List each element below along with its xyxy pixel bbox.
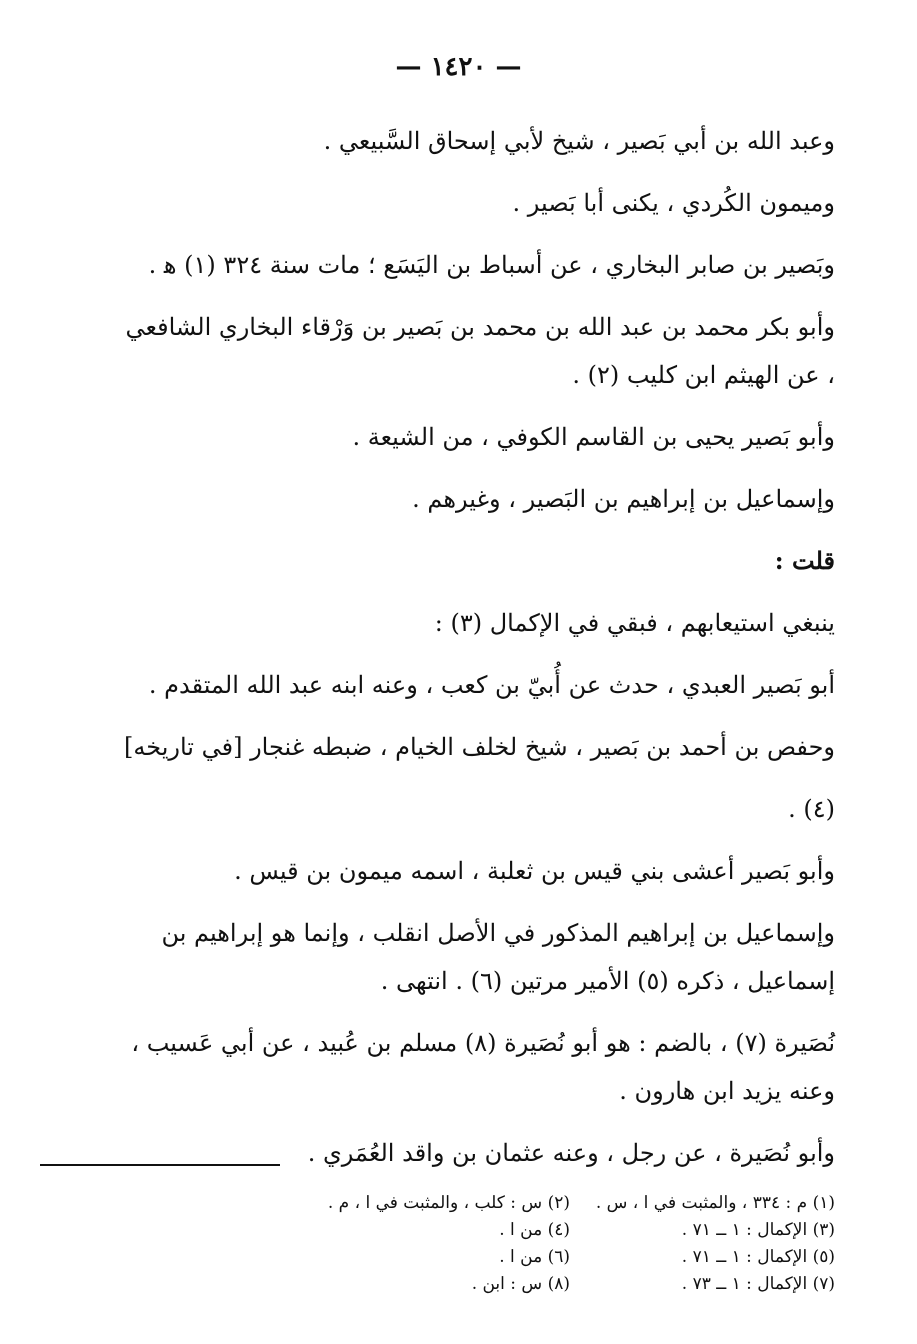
- footnote-divider: [40, 1164, 280, 1166]
- footnote-row: [115, 1217, 835, 1244]
- paragraph: نُصَيرة (٧) ، بالضم : هو أبو نُصَيرة (٨) مسلم بن عُبيد ، عن أبي عَسيب ، وعنه يزيد ابن هارون .: [131, 1029, 835, 1105]
- footnote-row: [115, 1190, 835, 1217]
- paragraph: وحفص بن أحمد بن بَصير ، شيخ لخلف الخيام ، ضبطه غنجار [في تاريخه] (٤) .: [124, 733, 835, 823]
- paragraph: وأبو بَصير أعشى بني قيس بن ثعلبة ، اسمه ميمون بن قيس .: [234, 857, 835, 885]
- paragraph: وعبد الله بن أبي بَصير ، شيخ لأبي إسحاق السَّبيعي .: [323, 127, 835, 155]
- paragraph: أبو بَصير العبدي ، حدث عن أُبيّ بن كعب ، وعنه ابنه عبد الله المتقدم .: [148, 671, 835, 699]
- footnote: (٨) س : ابن .: [471, 1274, 570, 1294]
- paragraph: وبَصير بن صابر البخاري ، عن أسباط بن اليَسَع ؛ مات سنة ٣٢٤ (١) ﻫ .: [148, 251, 835, 279]
- footnote-row: [115, 1271, 835, 1298]
- footnote: (٦) من ا .: [499, 1247, 570, 1267]
- footnote: (١) م : ٣٣٤ ، والمثبت في ا ، س .: [595, 1193, 835, 1213]
- paragraph: وإسماعيل بن إبراهيم بن البَصير ، وغيرهم .: [412, 485, 835, 513]
- body-text: [115, 110, 835, 1184]
- footnote-row: [115, 1244, 835, 1271]
- page-number: — ١٤٢٠ —: [395, 52, 522, 82]
- paragraph: وميمون الكُردي ، يكنى أبا بَصير .: [512, 189, 835, 217]
- footnotes: [115, 1190, 835, 1298]
- footnote: (٤) من ا .: [499, 1220, 570, 1240]
- footnote: (٢) س : كلب ، والمثبت في ا ، م .: [327, 1193, 570, 1213]
- footnote: (٧) الإكمال : ١ ــ ٧٣ .: [681, 1274, 835, 1294]
- paragraph: وإسماعيل بن إبراهيم المذكور في الأصل انقلب ، وإنما هو إبراهيم بن إسماعيل ، ذكره (٥) الأمير مرتين (٦) . انتهى .: [161, 919, 835, 995]
- paragraph: وأبو بكر محمد بن عبد الله بن محمد بن بَصير بن وَرْقاء البخاري الشافعي ، عن الهيثم ابن كليب (٢) .: [125, 313, 835, 389]
- section-heading: قلت :: [774, 546, 835, 575]
- footnote: (٣) الإكمال : ١ ــ ٧١ .: [681, 1220, 835, 1240]
- paragraph: وأبو نُصَيرة ، عن رجل ، وعنه عثمان بن واقد العُمَري .: [307, 1139, 835, 1167]
- footnote: (٥) الإكمال : ١ ــ ٧١ .: [681, 1247, 835, 1267]
- paragraph: ينبغي استيعابهم ، فبقي في الإكمال (٣) :: [434, 609, 835, 637]
- paragraph: وأبو بَصير يحيى بن القاسم الكوفي ، من الشيعة .: [352, 423, 835, 451]
